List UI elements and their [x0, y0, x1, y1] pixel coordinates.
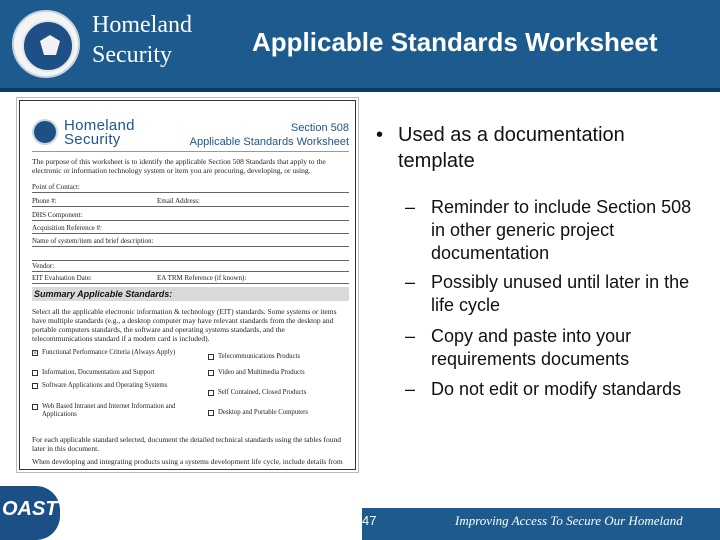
doc-check-item: Information, Documentation and Support [32, 369, 182, 377]
worksheet-document-image [19, 100, 356, 470]
dash-icon: – [405, 272, 416, 292]
doc-check-item: Web Based Intranet and Internet Information and Applications [32, 403, 182, 419]
bullet-dot-icon: • [376, 124, 384, 146]
dhs-seal-icon [12, 10, 80, 78]
doc-section-title [190, 121, 349, 149]
page-number: 47 [362, 513, 377, 528]
doc-field: EIT Evaluation Date: EA TRM Reference (if known): [32, 274, 349, 284]
doc-summary-text: Select all the applicable electronic information & technology (EIT) standards. Some systems or items have multiple standards (e.g., a desktop computer may have relevant standards from the desktop and portable computers standards, the software and operating systems standards, and the telecommunications standard if a modem card is included). [32, 307, 337, 343]
dash-icon: – [405, 379, 416, 399]
oast-logo-text: OAST [2, 498, 58, 520]
brand-line2: Security [92, 42, 172, 68]
doc-brand [64, 119, 135, 147]
doc-seal-icon [32, 119, 58, 145]
doc-summary-heading: Summary Applicable Standards: [32, 287, 349, 301]
slide-header [0, 0, 720, 92]
doc-field: Point of Contact: [32, 183, 349, 193]
doc-field: Acquisition Reference #: [32, 224, 349, 234]
doc-divider [32, 151, 349, 152]
dash-icon: – [405, 326, 416, 346]
doc-check-item: Telecommunications Products [208, 353, 356, 361]
doc-brand-line2: Security [64, 131, 121, 148]
doc-brand-line1: Homeland [64, 117, 135, 134]
sub-bullet-text: Copy and paste into your requirements documents [431, 326, 632, 369]
doc-footer-text-2: When developing and integrating products using a systems development life cycle, include details from [32, 457, 343, 466]
sub-bullet-text: Reminder to include Section 508 in other generic project documentation [431, 197, 692, 263]
doc-field: Vendor: [32, 262, 349, 272]
main-bullet-text: Used as a documentation template [398, 124, 625, 172]
dash-icon: – [405, 197, 416, 217]
doc-section-line1: Section 508 [290, 122, 349, 134]
footer-tagline: Improving Access To Secure Our Homeland [455, 513, 683, 528]
doc-field: Phone #: Email Address: [32, 197, 349, 207]
sub-bullet-text: Do not edit or modify standards [431, 379, 682, 399]
doc-check-item: × Functional Performance Criteria (Always Apply) [33, 349, 176, 357]
doc-field: Name of system/item and brief description: [32, 237, 349, 247]
brand-line1: Homeland [92, 12, 192, 38]
slide-title: Applicable Standards Worksheet [252, 27, 658, 57]
doc-footer-text-1: For each applicable standard selected, document the detailed technical standards using the tables found later in this document. [32, 435, 342, 453]
header-brand [92, 10, 192, 70]
doc-check-item: Self Contained, Closed Products [208, 389, 356, 397]
doc-intro: The purpose of this worksheet is to identify the applicable Section 508 Standards that apply to the electronic or information technology system or item you are procuring, developing, or using. [32, 157, 326, 175]
doc-check-item: Desktop and Portable Computers [208, 409, 356, 417]
sub-bullet-text: Possibly unused until later in the life cycle [431, 272, 690, 315]
doc-field-blank [32, 251, 349, 261]
doc-check-item: Video and Multimedia Products [208, 369, 356, 377]
doc-field: DHS Component: [32, 211, 349, 221]
header-divider [0, 88, 720, 92]
doc-check-item: Software Applications and Operating Systems [32, 382, 182, 390]
doc-section-line2: Applicable Standards Worksheet [189, 136, 349, 148]
